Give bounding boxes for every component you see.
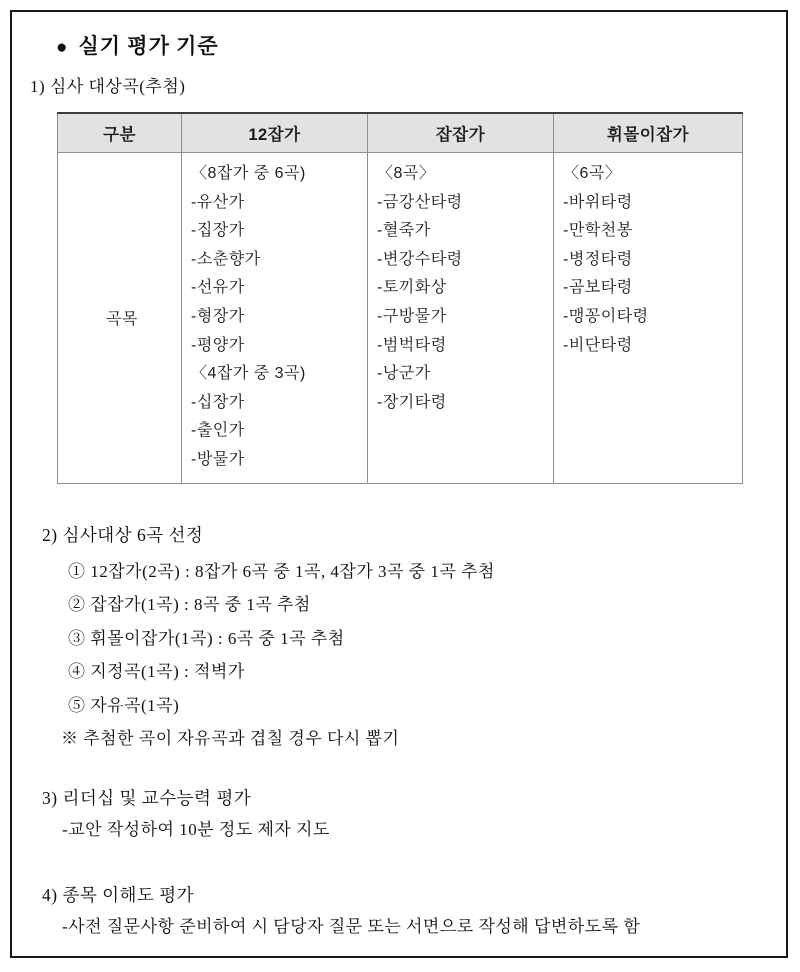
section4-heading: 4) 종목 이해도 평가 (42, 884, 195, 905)
song-line: -병정타령 (563, 250, 633, 268)
song-line: -집장가 (191, 222, 245, 240)
section1-heading: 1) 심사 대상곡(추첨) (30, 77, 186, 96)
song-line: 〈8곡〉 (377, 165, 436, 182)
song-line: -곰보타령 (563, 279, 633, 297)
song-line: 〈6곡〉 (563, 165, 622, 182)
song-line: -맹꽁이타령 (563, 307, 649, 325)
page-border (10, 10, 788, 958)
section3-subline: -교안 작성하여 10분 정도 제자 지도 (62, 819, 330, 839)
song-line: 〈4잡가 중 3곡) (191, 365, 306, 383)
song-line: -비단타령 (563, 336, 633, 354)
section2-heading: 2) 심사대상 6곡 선정 (42, 524, 204, 545)
section2-item-1: ① 12잡가(2곡) : 8잡가 6곡 중 1곡, 4잡가 3곡 중 1곡 추첨 (68, 561, 495, 581)
row-label-cell: 곡목 (58, 153, 182, 484)
song-line: -범벅타령 (377, 336, 447, 354)
section2-items (61, 555, 786, 756)
song-line: -만학천봉 (563, 222, 633, 240)
song-line: -바위타령 (563, 193, 633, 211)
section2-note: ※ 추첨한 곡이 자유곡과 겹칠 경우 다시 뽑기 (61, 729, 400, 749)
table-header-gubun: 구분 (58, 113, 182, 153)
song-line: -금강산타령 (377, 193, 463, 211)
table-body-row (58, 153, 743, 484)
song-line: -형장가 (191, 307, 245, 325)
song-line: -토끼화상 (377, 279, 447, 297)
section2-item-4: ④ 지정곡(1곡) : 적벽가 (68, 662, 245, 682)
song-line: -방물가 (191, 450, 245, 468)
page-title-text: 실기 평가 기준 (78, 34, 219, 58)
table-header-12japga: 12잡가 (182, 113, 368, 153)
table-header-japjapga: 잡잡가 (368, 113, 554, 153)
songs-cell-hwimori (554, 153, 743, 484)
bullet-icon: ● (56, 37, 69, 58)
page-title (56, 33, 786, 61)
song-line: -선유가 (191, 279, 245, 297)
section3-heading: 3) 리더십 및 교수능력 평가 (42, 787, 252, 808)
songs-cell-japjapga (368, 153, 554, 484)
section4-subline: -사전 질문사항 준비하여 시 담당자 질문 또는 서면으로 작성해 답변하도록 함 (62, 916, 641, 936)
table-header-row (58, 113, 743, 153)
section2-item-3: ③ 휘몰이잡가(1곡) : 6곡 중 1곡 추첨 (68, 628, 345, 648)
song-line: -십장가 (191, 393, 245, 411)
table-header-hwimori: 휘몰이잡가 (554, 113, 743, 153)
song-line: -혈죽가 (377, 222, 431, 240)
song-line: 〈8잡가 중 6곡) (191, 165, 306, 182)
section2-item-5: ⑤ 자유곡(1곡) (68, 695, 180, 715)
song-line: -소춘향가 (191, 250, 261, 268)
song-line: -출인가 (191, 422, 245, 440)
song-line: -낭군가 (377, 365, 431, 383)
song-line: -평양가 (191, 336, 245, 354)
song-line: -유산가 (191, 193, 245, 211)
section2-item-2: ② 잡잡가(1곡) : 8곡 중 1곡 추첨 (68, 595, 311, 615)
song-line: -구방물가 (377, 307, 447, 325)
song-line: -변강수타령 (377, 250, 463, 268)
song-table (57, 112, 743, 484)
song-line: -장기타령 (377, 393, 447, 411)
songs-cell-12japga (182, 153, 368, 484)
